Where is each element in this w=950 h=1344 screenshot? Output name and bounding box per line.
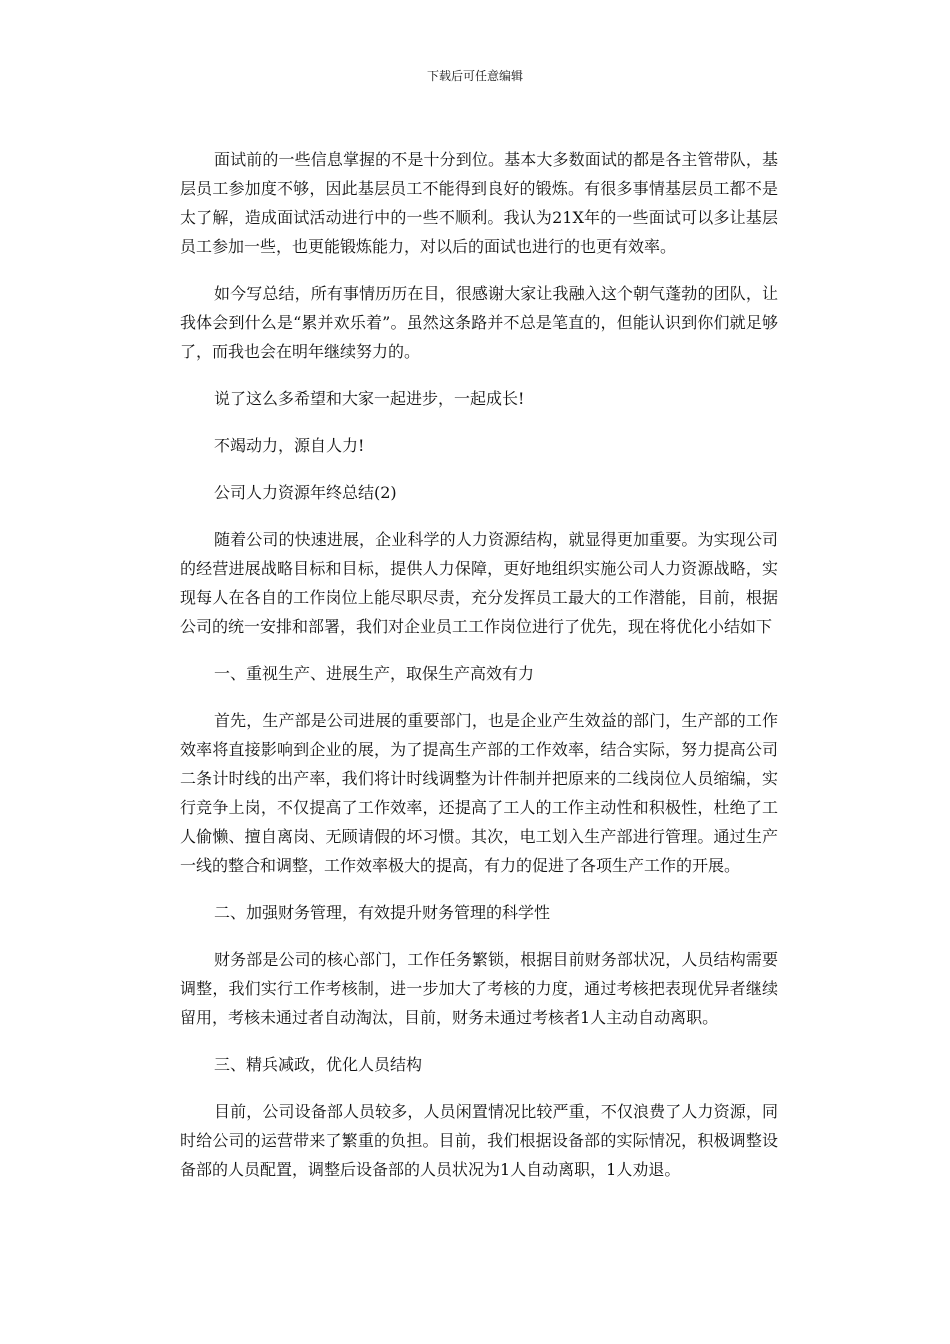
paragraph-hr-structure: 随着公司的快速进展，企业科学的人力资源结构，就显得更加重要。为实现公司的经营进展战略目标和目标，提供人力保障，更好地组织实施公司人力资源战略，实现每人在各自的工作岗位上能尽职尽责，充分发挥员工最大的工作潜能，目前，根据公司的统一安排和部署，我们对企业员工工作岗位进行了优先，现在将优化小结如下 bbox=[180, 530, 778, 636]
heading-staff-structure: 三、精兵减政，优化人员结构 bbox=[214, 1055, 423, 1074]
paragraph-motto: 不竭动力，源自人力! bbox=[214, 436, 365, 455]
heading-finance: 二、加强财务管理，有效提升财务管理的科学性 bbox=[214, 903, 551, 922]
paragraph-interview-info: 面试前的一些信息掌握的不是十分到位。基本大多数面试的都是各主管带队，基层员工参加度不够，因此基层员工不能得到良好的锻炼。有很多事情基层员工都不是太了解，造成面试活动进行中的一些不顺利。我认为21X年的一些面试可以多让基层员工参加一些，也更能锻炼能力，对以后的面试也进行的也更有效率。 bbox=[180, 150, 778, 256]
heading-production: 一、重视生产、进展生产，取保生产高效有力 bbox=[214, 664, 535, 683]
section-title-hr-summary-2: 公司人力资源年终总结(2) bbox=[214, 483, 397, 502]
document-body bbox=[180, 145, 778, 1184]
paragraph-progress-together: 说了这么多希望和大家一起进步，一起成长! bbox=[214, 389, 525, 408]
paragraph-production: 首先，生产部是公司进展的重要部门，也是企业产生效益的部门，生产部的工作效率将直接影响到企业的展，为了提高生产部的工作效率，结合实际，努力提高公司二条计时线的出产率，我们将计时线调整为计件制并把原来的二线岗位人员缩编，实行竞争上岗，不仅提高了工作效率，还提高了工人的工作主动性和积极性，杜绝了工人偷懒、擅自离岗、无顾请假的坏习惯。其次，电工划入生产部进行管理。通过生产一线的整合和调整，工作效率极大的提高，有力的促进了各项生产工作的开展。 bbox=[180, 711, 778, 875]
paragraph-finance: 财务部是公司的核心部门，工作任务繁锁，根据目前财务部状况，人员结构需要调整，我们实行工作考核制，进一步加大了考核的力度，通过考核把表现优异者继续留用，考核未通过者自动淘汰，目前，财务未通过考核者1人主动自动离职。 bbox=[180, 950, 778, 1027]
paragraph-summary-reflection: 如今写总结，所有事情历历在目，很感谢大家让我融入这个朝气蓬勃的团队，让我体会到什么是“累并欢乐着”。虽然这条路并不总是笔直的，但能认识到你们就足够了，而我也会在明年继续努力的。 bbox=[180, 284, 778, 361]
page-header: 下载后可任意编辑 bbox=[426, 69, 523, 83]
paragraph-equipment-department: 目前，公司设备部人员较多，人员闲置情况比较严重，不仅浪费了人力资源，同时给公司的运营带来了繁重的负担。目前，我们根据设备部的实际情况，积极调整设备部的人员配置，调整后设备部的人员状况为1人自动离职，1人劝退。 bbox=[180, 1102, 778, 1179]
